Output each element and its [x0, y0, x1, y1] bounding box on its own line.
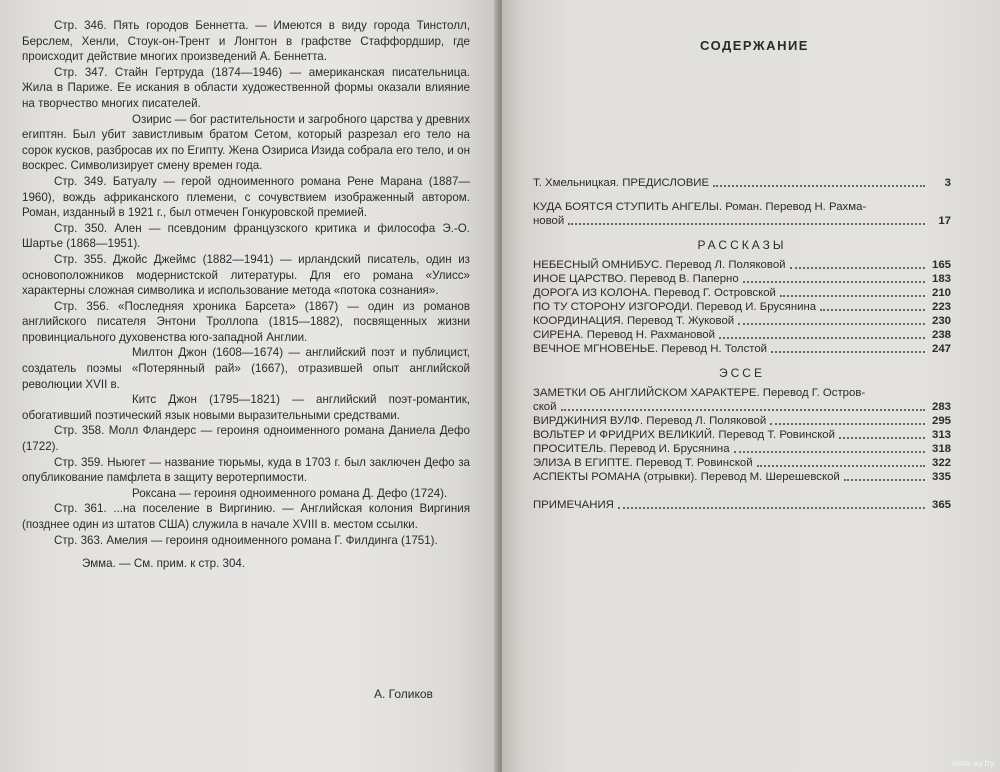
toc-entry[interactable]: [533, 200, 951, 228]
note-item: Стр. 358. Молл Фландерс — героиня одноименного романа Даниела Дефо (1722).: [22, 424, 470, 454]
dot-leader: [561, 409, 925, 411]
dot-leader: [820, 309, 925, 311]
toc-entry-title-line2: ской: [533, 401, 557, 413]
note-item: Милтон Джон (1608—1674) — английский поэт и публицист, создатель поэмы «Потерянный рай» (1667), отразившей опыт английской революции XVII в.: [22, 346, 470, 391]
note-item: Стр. 350. Ален — псевдоним французского критика и философа Э.-О. Шартье (1868—1951).: [22, 221, 470, 251]
toc-entry[interactable]: [533, 342, 951, 356]
toc-entry-title: ПО ТУ СТОРОНУ ИЗГОРОДИ. Перевод И. Брусянина: [533, 301, 817, 313]
toc-entry-title: КООРДИНАЦИЯ. Перевод Т. Жуковой: [533, 315, 735, 327]
toc-entry-page: 165: [931, 259, 951, 271]
section-heading-essays: ЭССЕ: [719, 366, 765, 380]
toc-entry-title: ПРОСИТЕЛЬ. Перевод И. Брусянина: [533, 443, 730, 455]
note-item: Роксана — героиня одноименного романа Д. Дефо (1724).: [132, 486, 448, 500]
note-item: Стр. 363. Амелия — героиня одноименного романа Г. Филдинга (1751).: [54, 533, 438, 547]
toc-entry-page: 283: [931, 401, 951, 413]
note-item: Китс Джон (1795—1821) — английский поэт-романтик, обогативший поэтический язык новыми выразительными средствами.: [22, 393, 470, 422]
toc-entry-page: 335: [931, 471, 951, 483]
toc-entry-title: ИНОЕ ЦАРСТВО. Перевод В. Паперно: [533, 273, 739, 285]
dot-leader: [719, 337, 925, 339]
toc-entry-title: НЕБЕСНЫЙ ОМНИБУС. Перевод Л. Поляковой: [533, 259, 786, 271]
toc-entry[interactable]: [533, 386, 951, 414]
dot-leader: [757, 465, 925, 467]
note-item: Стр. 346. Пять городов Беннетта. — Имеются в виду города Тинстолл, Берслем, Хенли, Стоук-он-Трент и Лонгтон в графстве Стаффордшир, где происходит действие многих произведений А. Беннетта.: [22, 19, 470, 64]
toc-entry[interactable]: [533, 258, 951, 272]
toc-entry[interactable]: [533, 328, 951, 342]
toc-entry-title-line1: ЗАМЕТКИ ОБ АНГЛИЙСКОМ ХАРАКТЕРЕ. Перевод Г. Остров-: [533, 387, 866, 399]
toc-entry-page: 183: [931, 273, 951, 285]
toc-entry-title-line1: КУДА БОЯТСЯ СТУПИТЬ АНГЕЛЫ. Роман. Перевод Н. Рахма-: [533, 201, 867, 213]
toc-entry-page: 230: [931, 315, 951, 327]
toc-entry-title: ВИРДЖИНИЯ ВУЛФ. Перевод Л. Поляковой: [533, 415, 767, 427]
toc-entry-page: 210: [931, 287, 951, 299]
toc-entry-title: ВОЛЬТЕР И ФРИДРИХ ВЕЛИКИЙ. Перевод Т. Ровинской: [533, 429, 836, 441]
toc-entry[interactable]: [533, 314, 951, 328]
author-signature: А. Голиков: [374, 687, 433, 701]
toc-entry[interactable]: [533, 286, 951, 300]
toc-entry-title: ЭЛИЗА В ЕГИПТЕ. Перевод Т. Ровинской: [533, 457, 753, 469]
note-item: Эмма. — См. прим. к стр. 304.: [82, 557, 246, 571]
dot-leader: [770, 423, 925, 425]
dot-leader: [713, 185, 925, 187]
toc-entry-page: 238: [931, 329, 951, 341]
toc-entry-title: СИРЕНА. Перевод Н. Рахмановой: [533, 329, 715, 341]
note-item: Стр. 361. ...на поселение в Виргинию. — Английская колония Виргиния (позднее один из штатов США) служила в начале XVIII в. местом ссылки.: [22, 502, 470, 531]
toc-entry-page: 3: [944, 177, 951, 189]
dot-leader: [743, 281, 925, 283]
toc-entry[interactable]: [533, 498, 951, 512]
dot-leader: [839, 437, 925, 439]
note-item: Стр. 347. Стайн Гертруда (1874—1946) — американская писательница. Жила в Париже. Ее искания в области художественной формы оказали влияние на творчество многих писателей.: [22, 65, 470, 110]
toc-entry-page: 365: [931, 499, 951, 511]
toc-entry[interactable]: [533, 428, 951, 442]
toc-entry-title: ВЕЧНОЕ МГНОВЕНЬЕ. Перевод Н. Толстой: [533, 343, 768, 355]
dot-leader: [734, 451, 925, 453]
dot-leader: [790, 267, 925, 269]
note-item: Стр. 359. Ньюгет — название тюрьмы, куда в 1703 г. был заключен Дефо за опубликование памфлета в защиту веротерпимости.: [22, 455, 470, 485]
toc-entry[interactable]: [533, 456, 951, 470]
toc-entry-title: ПРИМЕЧАНИЯ: [533, 499, 614, 511]
dot-leader: [780, 295, 925, 297]
toc-entry-title: ДОРОГА ИЗ КОЛОНА. Перевод Г. Островской: [533, 287, 776, 299]
toc-entry-page: 223: [931, 301, 951, 313]
toc-title: СОДЕРЖАНИЕ: [700, 38, 809, 53]
dot-leader: [738, 323, 925, 325]
toc-entry-page: 318: [931, 443, 951, 455]
toc-entry-title-line2: новой: [533, 215, 565, 227]
left-page: [0, 0, 498, 772]
toc-entry[interactable]: [533, 300, 951, 314]
watermark: www.ay.by: [951, 758, 994, 768]
note-item: Стр. 356. «Последняя хроника Барсета» (1867) — один из романов английского писателя Энтони Троллопа (1815—1882), посвященных жизни провинциального духовенства юго-западной Англии.: [22, 299, 470, 344]
note-item: Стр. 349. Батуалу — герой одноименного романа Рене Марана (1887—1960), вождь африканского племени, с сочувствием изображенный автором. Роман, изданный в 1921 г., был отмечен Гонкуровской премией.: [22, 174, 470, 220]
toc-entry-page: 322: [931, 457, 951, 469]
toc-entry[interactable]: [533, 442, 951, 456]
toc-entry-page: 247: [931, 343, 951, 355]
toc-entry-title: Т. Хмельницкая. ПРЕДИСЛОВИЕ: [533, 177, 710, 189]
toc-entry[interactable]: [533, 470, 951, 484]
dot-leader: [771, 351, 925, 353]
toc-entry-page: 313: [931, 429, 951, 441]
toc-entry[interactable]: [533, 414, 951, 428]
dot-leader: [568, 223, 925, 225]
toc-entry-page: 17: [938, 215, 951, 227]
note-item: Стр. 355. Джойс Джеймс (1882—1941) — ирландский писатель, один из основоположников модернистской литературы. Для его романа «Улисс» характерны сложная символика и использование метода «потока сознания».: [22, 252, 470, 298]
notes-list: [22, 18, 470, 572]
dot-leader: [844, 479, 925, 481]
note-item: Озирис — бог растительности и загробного царства у древних египтян. Был убит завистливым братом Сетом, который разрезал его тело на сорок кусков, разбросав их по Египту. Жена Озириса Изида собрала его тело, и он воскрес. Символизирует смену времен года.: [22, 112, 470, 173]
table-of-contents: [533, 176, 951, 512]
dot-leader: [618, 507, 925, 509]
toc-entry[interactable]: [533, 272, 951, 286]
toc-entry-page: 295: [931, 415, 951, 427]
toc-entry[interactable]: [533, 176, 951, 190]
section-heading-stories: РАССКАЗЫ: [697, 238, 787, 252]
toc-entry-title: АСПЕКТЫ РОМАНА (отрывки). Перевод М. Шерешевской: [533, 471, 840, 483]
